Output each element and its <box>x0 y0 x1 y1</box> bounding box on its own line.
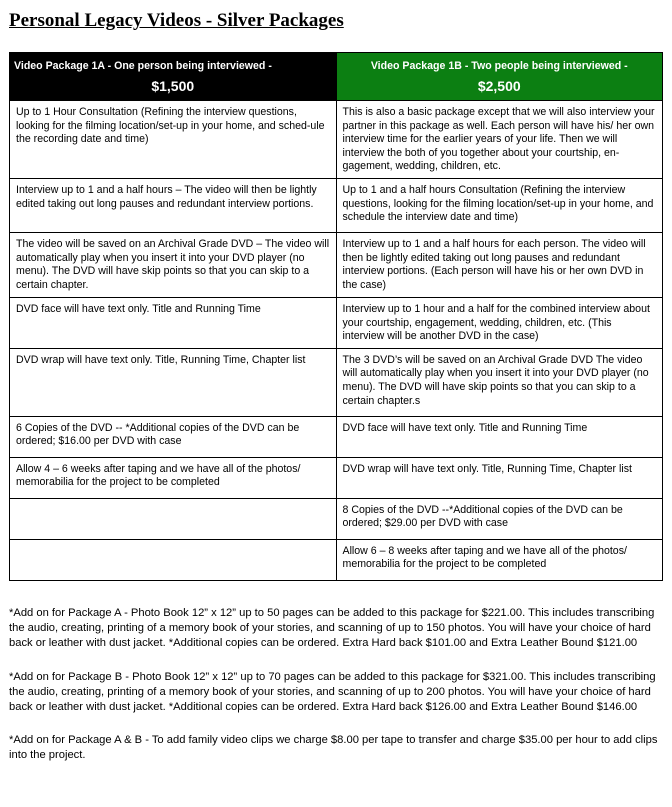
package-1a-header <box>10 53 337 101</box>
package-1a-label: Video Package 1A - One person being interviewed - <box>14 60 272 72</box>
table-row <box>10 498 663 539</box>
page-title: Personal Legacy Videos - Silver Packages <box>9 10 344 31</box>
package-1b-cell: The 3 DVD’s will be saved on an Archival Grade DVD The video will automatically play when you insert it into your DVD player (no menu). The DVD will have skip points so that you can skip to a certain chapter.s <box>336 348 663 416</box>
table-row <box>10 178 663 232</box>
package-1b-cell: This is also a basic package except that we will also interview your partner in this package as well. Each person will have his/ her own interview time for the earlier years of your life. Then we will interview the both of you together about your courtship, en-gagement, wedding, children, etc. <box>336 101 663 179</box>
package-1a-cell: DVD wrap will have text only. Title, Running Time, Chapter list <box>10 348 337 416</box>
add-on-note-package-a: *Add on for Package A - Photo Book 12” x 12” up to 50 pages can be added to this package for $221.00. This includes transcribing the audio, creating, printing of a memory book of your stories, and scanning of up to 150 photos. You will have your choice of hard back or leather with dust jacket. *Additional copies can be ordered. Extra Hard back $101.00 and Extra Leather Bound $121.00 <box>9 607 655 650</box>
package-1a-cell: Interview up to 1 and a half hours – The video will then be lightly edited taking out long pauses and redundant interview portions. <box>10 178 337 232</box>
package-1a-cell: The video will be saved on an Archival Grade DVD – The video will automatically play when you insert it into your DVD player (no menu). The DVD will have skip points so that you can skip to a certain chapter. <box>10 232 337 297</box>
package-1a-cell <box>10 539 337 580</box>
package-1a-price: $1,500 <box>151 78 195 94</box>
table-row <box>10 348 663 416</box>
package-1b-label: Video Package 1B - Two people being interviewed - <box>370 60 628 72</box>
package-1b-price: $2,500 <box>477 78 521 94</box>
package-1b-cell: DVD wrap will have text only. Title, Running Time, Chapter list <box>336 457 663 498</box>
package-1a-cell <box>10 498 337 539</box>
package-1a-cell: Allow 4 – 6 weeks after taping and we have all of the photos/ memorabilia for the project to be completed <box>10 457 337 498</box>
package-1b-cell: Interview up to 1 hour and a half for the combined interview about your courtship, engagement, wedding, children, etc. (This interview will be another DVD in the case) <box>336 297 663 348</box>
package-1b-header <box>336 53 663 101</box>
table-row <box>10 232 663 297</box>
table-row <box>10 297 663 348</box>
package-1a-cell: Up to 1 Hour Consultation (Refining the interview questions, looking for the filming location/set-up in your home, and sched-ule the recording date and time) <box>10 101 337 179</box>
package-1b-cell: 8 Copies of the DVD --*Additional copies of the DVD can be ordered; $29.00 per DVD with case <box>336 498 663 539</box>
package-1b-cell: Allow 6 – 8 weeks after taping and we have all of the photos/ memorabilia for the project to be completed <box>336 539 663 580</box>
table-row <box>10 416 663 457</box>
package-1a-cell: 6 Copies of the DVD -- *Additional copies of the DVD can be ordered; $16.00 per DVD with case <box>10 416 337 457</box>
table-row <box>10 101 663 179</box>
package-1b-cell: Up to 1 and a half hours Consultation (Refining the interview questions, looking for the filming location/set-up in your home, and schedule the interview date and time) <box>336 178 663 232</box>
packages-table <box>9 52 663 581</box>
package-1b-cell: Interview up to 1 and a half hours for each person. The video will then be lightly edited taking out long pauses and redundant interview portions. (Each person will have his or her own DVD in the case) <box>336 232 663 297</box>
table-row <box>10 457 663 498</box>
add-on-notes <box>9 606 665 782</box>
add-on-note-package-b: *Add on for Package B - Photo Book 12” x 12” up to 70 pages can be added to this package for $321.00. This includes transcribing the audio, creating, printing of a memory book of your stories, and scanning of up to 200 photos. You will have your choice of hard back or leather with dust jacket. *Additional copies can be ordered. Extra Hard back $126.00 and Extra Leather Bound $146.00 <box>9 670 656 714</box>
package-1a-cell: DVD face will have text only. Title and Running Time <box>10 297 337 348</box>
package-1b-cell: DVD face will have text only. Title and Running Time <box>336 416 663 457</box>
table-header-row <box>10 53 663 101</box>
add-on-note-package-a-b: *Add on for Package A & B - To add family video clips we charge $8.00 per tape to transfer and charge $35.00 per hour to add clips into the project. <box>9 734 658 762</box>
table-row <box>10 539 663 580</box>
